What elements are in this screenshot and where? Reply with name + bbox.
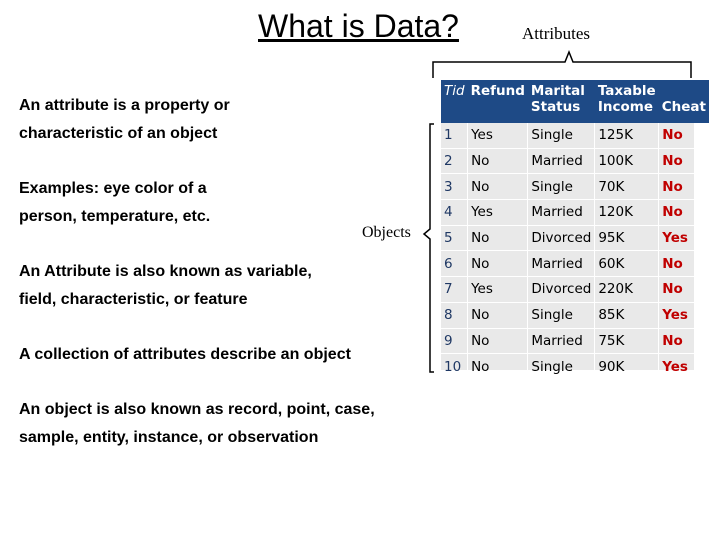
paragraph-line: characteristic of an object bbox=[19, 125, 218, 142]
table-cell: 60K bbox=[595, 251, 659, 277]
table-cell: Single bbox=[528, 174, 595, 200]
table-cell: Single bbox=[528, 354, 595, 380]
paragraph bbox=[19, 396, 439, 452]
table-cell: Yes bbox=[659, 225, 709, 251]
table-body bbox=[441, 123, 709, 379]
table-cell: 6 bbox=[441, 251, 468, 277]
bullet-list bbox=[19, 92, 439, 479]
table-cell: 125K bbox=[595, 123, 659, 148]
data-table-image bbox=[441, 80, 706, 375]
table-cell: No bbox=[468, 328, 528, 354]
table-row bbox=[441, 302, 709, 328]
table-cell: No bbox=[659, 200, 709, 226]
table-cell: No bbox=[659, 251, 709, 277]
table-cell: 9 bbox=[441, 328, 468, 354]
table-header-row bbox=[441, 80, 709, 123]
paragraph bbox=[19, 175, 439, 231]
table-row bbox=[441, 148, 709, 174]
table-cell: No bbox=[468, 225, 528, 251]
paragraph-line: An attribute is a property or bbox=[19, 97, 230, 114]
table-cell: 95K bbox=[595, 225, 659, 251]
table-cell: No bbox=[468, 174, 528, 200]
table-cell: Married bbox=[528, 251, 595, 277]
table-cell: Single bbox=[528, 123, 595, 148]
table-cell: 75K bbox=[595, 328, 659, 354]
table-cell: 120K bbox=[595, 200, 659, 226]
table-row bbox=[441, 277, 709, 303]
table-cell: No bbox=[468, 251, 528, 277]
table-cell: 4 bbox=[441, 200, 468, 226]
column-header: Marital Status bbox=[528, 80, 595, 123]
table-cell: No bbox=[468, 354, 528, 380]
table-cell: No bbox=[468, 148, 528, 174]
table-cell: 5 bbox=[441, 225, 468, 251]
table-cell: Yes bbox=[468, 200, 528, 226]
table-row bbox=[441, 354, 709, 380]
table-cell: 100K bbox=[595, 148, 659, 174]
table-cell: 90K bbox=[595, 354, 659, 380]
table-cell: Yes bbox=[468, 277, 528, 303]
paragraph-line: An object is also known as record, point, case, bbox=[19, 401, 375, 418]
table-cell: No bbox=[659, 174, 709, 200]
paragraph-line: person, temperature, etc. bbox=[19, 208, 211, 225]
paragraph bbox=[19, 258, 439, 314]
table-row bbox=[441, 328, 709, 354]
table-cell: Single bbox=[528, 302, 595, 328]
objects-label: Objects bbox=[362, 224, 411, 241]
table-cell: 3 bbox=[441, 174, 468, 200]
table-row bbox=[441, 123, 709, 148]
slide-title: What is Data? bbox=[258, 8, 459, 44]
column-header: Cheat bbox=[659, 80, 709, 123]
table-cell: 2 bbox=[441, 148, 468, 174]
table-row bbox=[441, 200, 709, 226]
paragraph-line: Examples: eye color of a bbox=[19, 180, 207, 197]
table-cell: No bbox=[659, 123, 709, 148]
paragraph-line: field, characteristic, or feature bbox=[19, 291, 248, 308]
table-cell: 1 bbox=[441, 123, 468, 148]
data-table bbox=[441, 80, 709, 380]
table-cell: No bbox=[659, 277, 709, 303]
table-cell: Divorced bbox=[528, 225, 595, 251]
column-header: Taxable Income bbox=[595, 80, 659, 123]
table-cell: Yes bbox=[659, 302, 709, 328]
table-cell: Married bbox=[528, 328, 595, 354]
table-cell: Divorced bbox=[528, 277, 595, 303]
table-cell: No bbox=[659, 148, 709, 174]
paragraph bbox=[19, 92, 439, 148]
table-cell: 7 bbox=[441, 277, 468, 303]
table-cell: No bbox=[468, 302, 528, 328]
table-cell: No bbox=[659, 328, 709, 354]
table-cell: 70K bbox=[595, 174, 659, 200]
table-cell: 220K bbox=[595, 277, 659, 303]
paragraph-line: sample, entity, instance, or observation bbox=[19, 429, 319, 446]
attributes-brace bbox=[433, 52, 691, 78]
table-cell: 85K bbox=[595, 302, 659, 328]
table-row bbox=[441, 225, 709, 251]
column-header: Refund bbox=[468, 80, 528, 123]
table-cell: 10 bbox=[441, 354, 468, 380]
table-cell: Married bbox=[528, 148, 595, 174]
column-header: Tid bbox=[441, 80, 468, 123]
table-row bbox=[441, 174, 709, 200]
paragraph bbox=[19, 341, 439, 369]
paragraph-line: An Attribute is also known as variable, bbox=[19, 263, 312, 280]
table-cell: 8 bbox=[441, 302, 468, 328]
table-cell: Yes bbox=[468, 123, 528, 148]
attributes-label: Attributes bbox=[522, 24, 590, 43]
table-row bbox=[441, 251, 709, 277]
paragraph-line: A collection of attributes describe an object bbox=[19, 346, 351, 363]
table-cell: Married bbox=[528, 200, 595, 226]
table-cell: Yes bbox=[659, 354, 709, 380]
